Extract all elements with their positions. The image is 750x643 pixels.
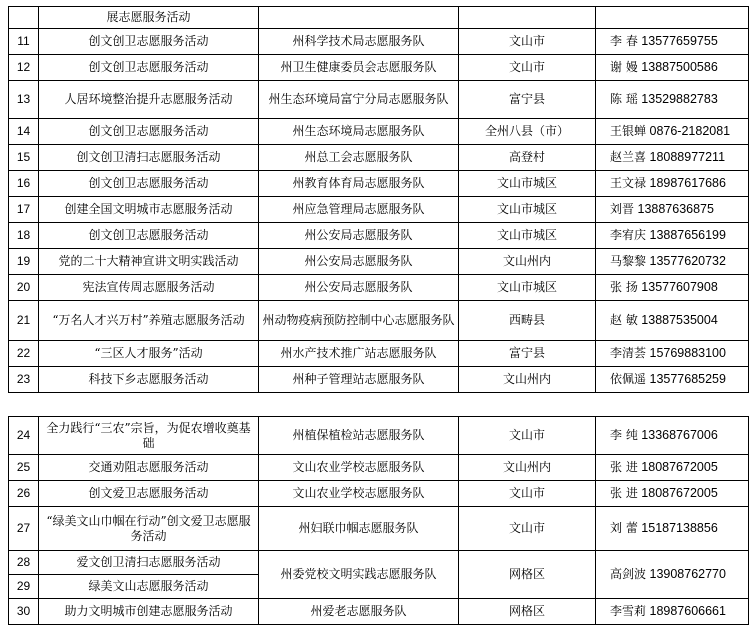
team-name (259, 7, 459, 29)
contact-person (596, 507, 749, 551)
row-number: 29 (9, 575, 39, 599)
row-number: 14 (9, 119, 39, 145)
service-area: 文山市 (459, 481, 596, 507)
contact-person (596, 599, 749, 625)
row-number: 16 (9, 171, 39, 197)
team-name: 文山农业学校志愿服务队 (259, 455, 459, 481)
service-area: 富宁县 (459, 81, 596, 119)
service-area: 文山市 (459, 507, 596, 551)
activity-name: 创文创卫志愿服务活动 (39, 171, 259, 197)
contact-person (596, 417, 749, 455)
contact-phone: 18987606661 (646, 604, 726, 618)
team-name: 州植保植检站志愿服务队 (259, 417, 459, 455)
activity-name: 创文创卫清扫志愿服务活动 (39, 145, 259, 171)
row-number: 26 (9, 481, 39, 507)
table-row (9, 81, 749, 119)
team-name: 州种子管理站志愿服务队 (259, 367, 459, 393)
contact-person (596, 367, 749, 393)
row-number: 30 (9, 599, 39, 625)
team-name: 州动物疫病预防控制中心志愿服务队 (259, 301, 459, 341)
activity-name: 创建全国文明城市志愿服务活动 (39, 197, 259, 223)
contact-name: 赵兰喜 (610, 150, 647, 164)
row-number: 19 (9, 249, 39, 275)
service-area: 文山州内 (459, 367, 596, 393)
contact-person (596, 481, 749, 507)
service-area: 西畴县 (459, 301, 596, 341)
contact-phone: 18087672005 (637, 486, 718, 500)
row-number: 24 (9, 417, 39, 455)
contact-name: 谢 嫚 (610, 60, 638, 74)
table-row (9, 119, 749, 145)
contact-phone: 18087672005 (637, 460, 718, 474)
table-row (9, 7, 749, 29)
contact-person (596, 29, 749, 55)
service-area: 文山市 (459, 29, 596, 55)
activity-name: 科技下乡志愿服务活动 (39, 367, 259, 393)
contact-phone: 13887636875 (634, 202, 714, 216)
row-number: 15 (9, 145, 39, 171)
volunteer-table-upper (8, 6, 749, 393)
team-name: 州水产技术推广站志愿服务队 (259, 341, 459, 367)
contact-name: 马黎黎 (610, 254, 647, 268)
contact-person (596, 145, 749, 171)
team-name: 州卫生健康委员会志愿服务队 (259, 55, 459, 81)
contact-name: 张 扬 (610, 280, 638, 294)
team-name: 州公安局志愿服务队 (259, 275, 459, 301)
team-name: 州总工会志愿服务队 (259, 145, 459, 171)
table-row (9, 223, 749, 249)
contact-phone: 13577607908 (637, 280, 718, 294)
contact-phone: 13577620732 (646, 254, 726, 268)
contact-name: 李 纯 (610, 428, 638, 442)
contact-phone: 13577685259 (646, 372, 726, 386)
team-name: 州委党校文明实践志愿服务队 (259, 551, 459, 599)
service-area: 文山市 (459, 55, 596, 81)
row-number: 27 (9, 507, 39, 551)
row-number: 12 (9, 55, 39, 81)
service-area: 文山市城区 (459, 223, 596, 249)
activity-name: “万名人才兴万村”养殖志愿服务活动 (39, 301, 259, 341)
contact-person (596, 55, 749, 81)
table-row (9, 275, 749, 301)
contact-name: 依佩遥 (610, 372, 647, 386)
contact-person (596, 197, 749, 223)
service-area: 全州八县（市） (459, 119, 596, 145)
table-row (9, 417, 749, 455)
contact-phone: 18088977211 (646, 150, 726, 164)
contact-name: 李雪莉 (610, 604, 647, 618)
contact-phone: 13577659755 (637, 34, 718, 48)
team-name: 州公安局志愿服务队 (259, 249, 459, 275)
contact-phone: 13887656199 (646, 228, 726, 242)
contact-name: 赵 敏 (610, 313, 638, 327)
table-row (9, 599, 749, 625)
row-number: 11 (9, 29, 39, 55)
table-row (9, 197, 749, 223)
volunteer-table-lower (8, 416, 749, 625)
contact-person (596, 301, 749, 341)
contact-person (596, 455, 749, 481)
service-area: 文山市城区 (459, 171, 596, 197)
contact-phone: 15187138856 (637, 521, 718, 535)
contact-phone: 13368767006 (637, 428, 718, 442)
table-row (9, 551, 749, 575)
contact-name: 李清荟 (610, 346, 647, 360)
table-row (9, 55, 749, 81)
table-row (9, 29, 749, 55)
contact-name: 王文禄 (610, 176, 647, 190)
row-number: 28 (9, 551, 39, 575)
contact-person (596, 119, 749, 145)
contact-name: 高剑波 (610, 567, 647, 581)
table-row (9, 341, 749, 367)
team-name: 州应急管理局志愿服务队 (259, 197, 459, 223)
contact-phone: 13529882783 (637, 92, 718, 106)
activity-name: 创文创卫志愿服务活动 (39, 223, 259, 249)
contact-name: 陈 瑶 (610, 92, 638, 106)
activity-name: “绿美文山巾帼在行动”创文爱卫志愿服务活动 (39, 507, 259, 551)
team-name: 州科学技术局志愿服务队 (259, 29, 459, 55)
team-name: 州妇联巾帼志愿服务队 (259, 507, 459, 551)
table-row (9, 301, 749, 341)
service-area (459, 7, 596, 29)
contact-person (596, 81, 749, 119)
row-number: 13 (9, 81, 39, 119)
table-row (9, 249, 749, 275)
activity-name: 爱文创卫清扫志愿服务活动 (39, 551, 259, 575)
activity-name: 交通劝阻志愿服务活动 (39, 455, 259, 481)
team-name: 州生态环境局志愿服务队 (259, 119, 459, 145)
service-area: 文山州内 (459, 249, 596, 275)
activity-name: 创文创卫志愿服务活动 (39, 119, 259, 145)
row-number: 22 (9, 341, 39, 367)
contact-name: 刘 蕾 (610, 521, 638, 535)
service-area: 网格区 (459, 551, 596, 599)
team-name: 州爱老志愿服务队 (259, 599, 459, 625)
row-number: 21 (9, 301, 39, 341)
table-row (9, 507, 749, 551)
contact-person (596, 223, 749, 249)
activity-name: 创文爱卫志愿服务活动 (39, 481, 259, 507)
contact-person (596, 249, 749, 275)
contact-person (596, 275, 749, 301)
activity-name: 党的二十大精神宣讲文明实践活动 (39, 249, 259, 275)
contact-name: 刘晋 (610, 202, 635, 216)
team-name: 文山农业学校志愿服务队 (259, 481, 459, 507)
table-row (9, 455, 749, 481)
team-name: 州教育体育局志愿服务队 (259, 171, 459, 197)
activity-name: “三区人才服务”活动 (39, 341, 259, 367)
contact-name: 李宥庆 (610, 228, 647, 242)
service-area: 网格区 (459, 599, 596, 625)
team-name: 州公安局志愿服务队 (259, 223, 459, 249)
activity-name: 全力践行“三农”宗旨，为促农增收奠基础 (39, 417, 259, 455)
row-number: 18 (9, 223, 39, 249)
service-area: 文山州内 (459, 455, 596, 481)
table-row (9, 367, 749, 393)
activity-name: 创文创卫志愿服务活动 (39, 29, 259, 55)
row-number: 23 (9, 367, 39, 393)
table-row (9, 481, 749, 507)
activity-name: 创文创卫志愿服务活动 (39, 55, 259, 81)
team-name: 州生态环境局富宁分局志愿服务队 (259, 81, 459, 119)
contact-phone: 13908762770 (646, 567, 726, 581)
row-number: 25 (9, 455, 39, 481)
contact-phone: 13887535004 (637, 313, 718, 327)
service-area: 文山市城区 (459, 275, 596, 301)
service-area: 文山市 (459, 417, 596, 455)
contact-person (596, 341, 749, 367)
row-number (9, 7, 39, 29)
contact-person (596, 7, 749, 29)
table-row (9, 171, 749, 197)
contact-phone: 18987617686 (646, 176, 726, 190)
contact-person (596, 171, 749, 197)
row-number: 20 (9, 275, 39, 301)
activity-name: 绿美文山志愿服务活动 (39, 575, 259, 599)
contact-phone: 15769883100 (646, 346, 726, 360)
service-area: 富宁县 (459, 341, 596, 367)
contact-name: 王银蝉 (610, 124, 647, 138)
activity-name: 宪法宣传周志愿服务活动 (39, 275, 259, 301)
activity-name: 人居环境整治提升志愿服务活动 (39, 81, 259, 119)
contact-phone: 0876-2182081 (646, 124, 731, 138)
contact-phone: 13887500586 (637, 60, 718, 74)
activity-name: 助力文明城市创建志愿服务活动 (39, 599, 259, 625)
contact-name: 张 进 (610, 486, 638, 500)
contact-name: 张 进 (610, 460, 638, 474)
service-area: 高登村 (459, 145, 596, 171)
table-row (9, 145, 749, 171)
contact-person (596, 551, 749, 599)
service-area: 文山市城区 (459, 197, 596, 223)
activity-name: 展志愿服务活动 (39, 7, 259, 29)
row-number: 17 (9, 197, 39, 223)
contact-name: 李 春 (610, 34, 638, 48)
